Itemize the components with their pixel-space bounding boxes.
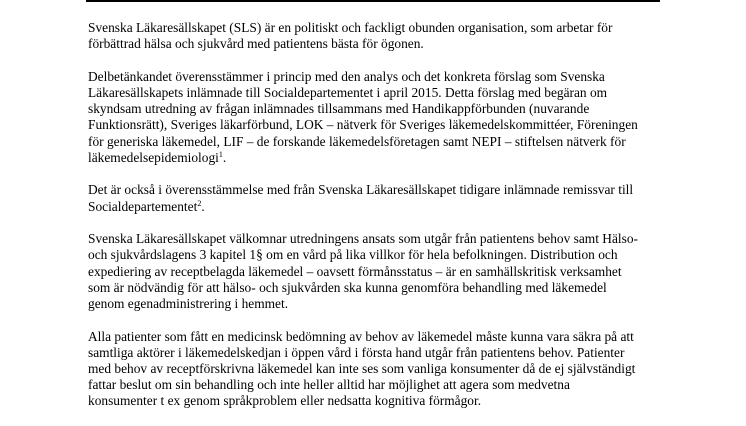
text-line: för generiska läkemedel, LIF – de forskande läkemedelsföretagen samt NEPI – stiftelsen nätverk för	[88, 133, 626, 149]
footnote-ref-1[interactable]: 1	[218, 149, 223, 159]
text-line: med behov av receptförskrivna läkemedel kan inte ses som vanliga konsumenter då de ej självständigt	[88, 361, 636, 377]
paragraph-remissvar	[88, 182, 668, 214]
text-segment: .	[201, 198, 205, 214]
text-line: Alla patienter som fått en medicinsk bedömning av behov av läkemedel måste kunna vara säkra på att	[88, 328, 634, 344]
document-body	[88, 20, 668, 426]
text-segment: .	[222, 149, 227, 165]
text-segment: läkemedelsepidemiologi	[88, 149, 219, 165]
text-line: Delbetänkandet överensstämmer i princip med den analys och det konkreta förslag som Svenska	[88, 68, 605, 84]
text-line: konsumenter t ex genom språkproblem eller nedsatta kognitiva förmågor.	[88, 393, 482, 409]
text-line: Det är också i överensstämmelse med från Svenska Läkaresällskapet tidigare inlämnade remissvar till	[88, 182, 634, 198]
text-line: expediering av receptbelagda läkemedel – oavsett förmånsstatus – är en samhällskritisk verksamhet	[88, 263, 622, 279]
paragraph-sls-intro	[88, 20, 668, 52]
text-line: samtliga aktörer i läkemedelskedjan i öppen vård i första hand utgår från patientens behov. Patienter	[88, 344, 625, 360]
text-line: förbättrad hälsa och sjukvård med patientens bästa för ögonen.	[88, 36, 424, 52]
text-line: genom egenadministrering i hemmet.	[88, 296, 289, 312]
text-line: Svenska Läkaresällskapet välkomnar utredningens ansats som utgår från patientens behov samt Hälso-	[88, 231, 638, 247]
paragraph-alla-patienter	[88, 329, 668, 410]
text-line: och sjukvårdslagens 3 kapitel 1§ om en vård på lika villkor för hela befolkningen. Distribution och	[88, 247, 618, 263]
text-line: skyndsam utredning av frågan inlämnades tillsammans med Handikappförbunden (nuvarande	[88, 101, 590, 117]
text-line-with-footnote	[88, 150, 668, 166]
text-line-with-footnote	[88, 199, 668, 215]
text-line: Svenska Läkaresällskapet (SLS) är en politiskt och fackligt obunden organisation, som arbetar för	[88, 20, 613, 35]
footnote-ref-2[interactable]: 2	[197, 198, 202, 208]
text-line: Läkaresällskapets inlämnade till Socialdepartementet i april 2015. Detta förslag med begäran om	[88, 85, 608, 100]
paragraph-delbetankandet	[88, 69, 668, 166]
text-line: som är nödvändig för att hälso- och sjukvården ska kunna genomföra behandling med läkemedel	[88, 279, 607, 295]
header-rule	[86, 0, 660, 2]
text-segment: Socialdepartementet	[88, 198, 198, 214]
paragraph-valkomnar	[88, 231, 668, 312]
text-line: Funktionsrätt), Sveriges läkarförbund, LOK – nätverk för Sveriges läkemedelskommittéer, Föreningen	[88, 117, 638, 133]
text-line: fattar beslut om sin behandling och inte heller alltid har möjlighet att agera som medvetna	[88, 377, 570, 393]
